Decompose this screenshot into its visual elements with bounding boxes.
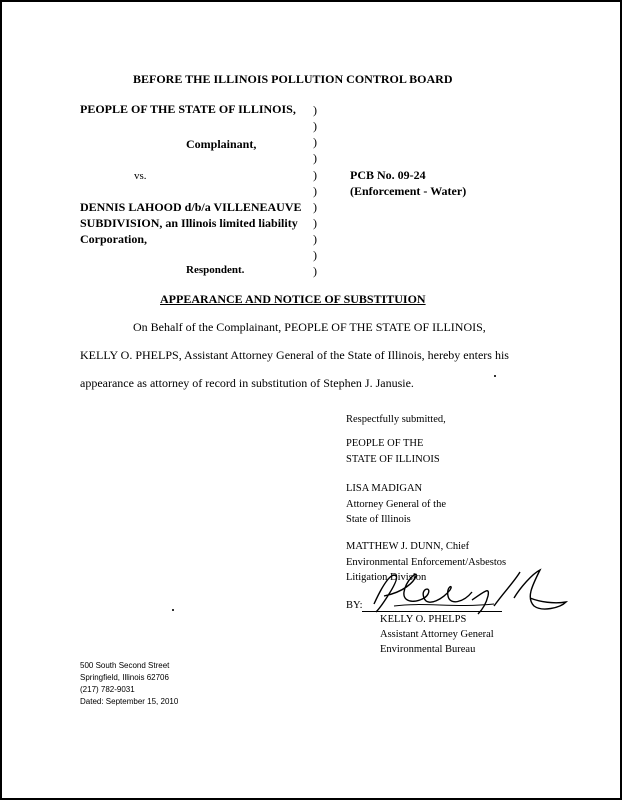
defendant-line-2: SUBDIVISION, an Illinois limited liability	[80, 216, 298, 230]
body-line-1: On Behalf of the Complainant, PEOPLE OF THE STATE OF ILLINOIS,	[133, 320, 486, 334]
address-phone: (217) 782-9031	[80, 685, 135, 694]
address-city: Springfield, Illinois 62706	[80, 673, 169, 682]
defendant-line-3: Corporation,	[80, 232, 147, 246]
plaintiff-name: PEOPLE OF THE STATE OF ILLINOIS,	[80, 102, 296, 116]
signer-title-1: Assistant Attorney General	[380, 629, 494, 640]
caption-paren: )	[313, 168, 317, 182]
address-street: 500 South Second Street	[80, 661, 170, 670]
caption-paren: )	[313, 216, 317, 230]
body-line-2: KELLY O. PHELPS, Assistant Attorney General of the State of Illinois, hereby enters his	[80, 348, 509, 362]
signer-title-2: Environmental Bureau	[380, 644, 476, 655]
by-label: BY:	[346, 600, 363, 611]
scan-speck	[172, 609, 174, 611]
ag-title-1: Attorney General of the	[346, 499, 447, 510]
ag-title-2: State of Illinois	[346, 514, 411, 525]
chief-line-2: Environmental Enforcement/Asbestos	[346, 557, 507, 568]
scan-speck	[494, 375, 496, 377]
caption-paren: )	[313, 103, 317, 117]
caption-paren: )	[313, 200, 317, 214]
caption-paren: )	[313, 248, 317, 262]
case-number: PCB No. 09-24	[350, 168, 426, 182]
party-line-1: PEOPLE OF THE	[346, 438, 424, 449]
signer-name: KELLY O. PHELPS	[380, 614, 467, 625]
caption-paren: )	[313, 232, 317, 246]
caption-paren: )	[313, 151, 317, 165]
caption-paren: )	[313, 264, 317, 278]
defendant-role: Respondent.	[186, 264, 245, 276]
chief-line-1: MATTHEW J. DUNN, Chief	[346, 541, 470, 552]
caption-paren: )	[313, 119, 317, 133]
chief-line-3: Litigation Division	[346, 572, 427, 583]
party-line-2: STATE OF ILLINOIS	[346, 454, 440, 465]
caption-paren: )	[313, 184, 317, 198]
defendant-line-1: DENNIS LAHOOD d/b/a VILLENEAUVE	[80, 200, 302, 214]
ag-name: LISA MADIGAN	[346, 483, 423, 494]
plaintiff-role: Complainant,	[186, 137, 257, 151]
body-line-3: appearance as attorney of record in substitution of Stephen J. Janusie.	[80, 376, 414, 390]
date-line: Dated: September 15, 2010	[80, 697, 179, 706]
notice-title: APPEARANCE AND NOTICE OF SUBSTITUION	[160, 292, 426, 306]
versus-label: vs.	[134, 170, 147, 182]
board-heading: BEFORE THE ILLINOIS POLLUTION CONTROL BOARD	[133, 72, 453, 86]
caption-paren: )	[313, 135, 317, 149]
case-type: (Enforcement - Water)	[350, 184, 467, 198]
handwritten-signature	[354, 562, 574, 622]
closing-text: Respectfully submitted,	[346, 414, 446, 425]
